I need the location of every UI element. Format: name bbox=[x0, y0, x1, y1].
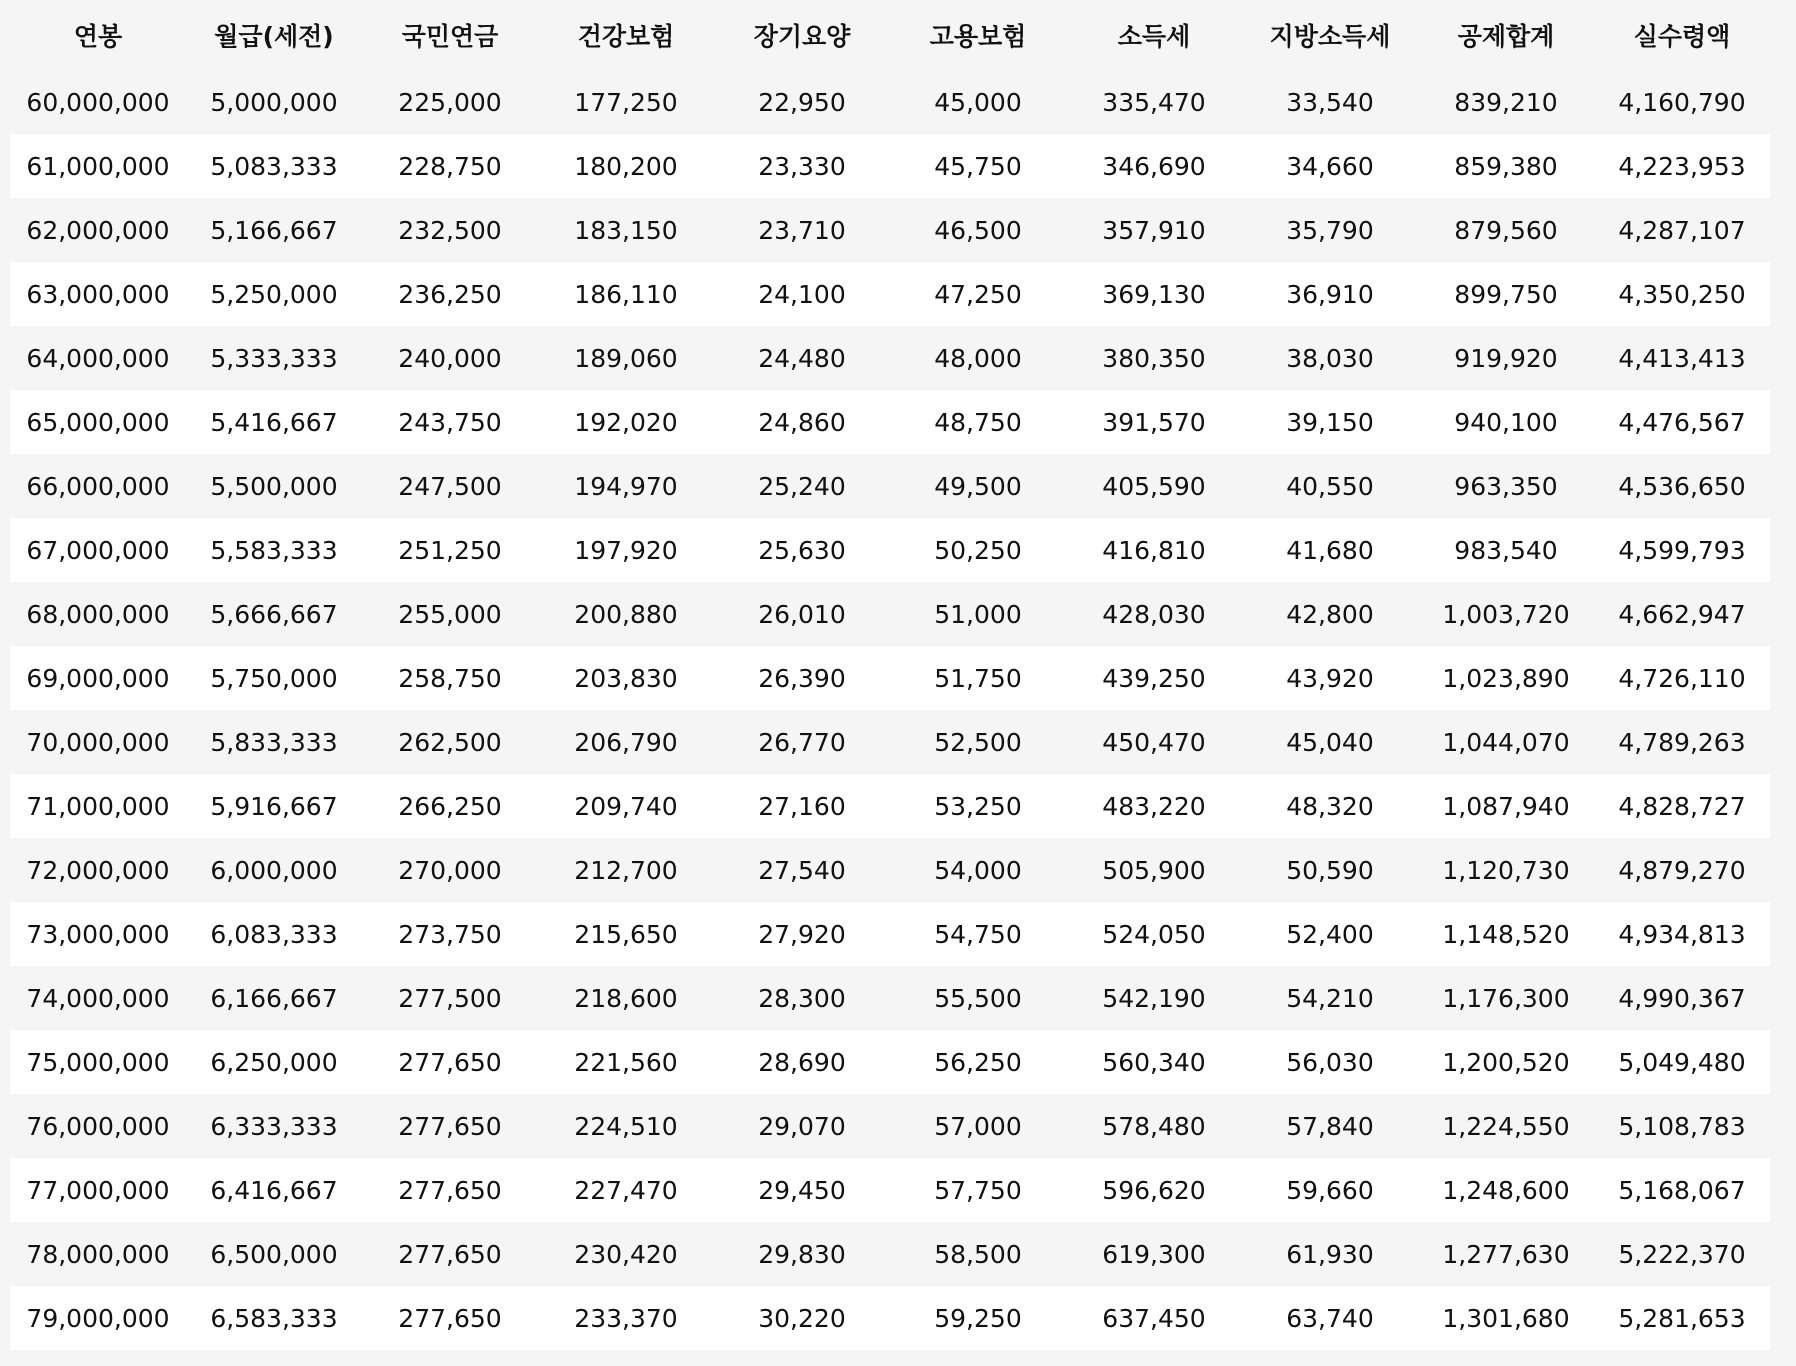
table-row bbox=[10, 710, 1770, 774]
table-cell: 277,650 bbox=[362, 1222, 538, 1286]
table-cell: 54,000 bbox=[890, 838, 1066, 902]
table-cell: 70,000,000 bbox=[10, 710, 186, 774]
table-cell: 180,200 bbox=[538, 134, 714, 198]
table-cell: 277,650 bbox=[362, 1158, 538, 1222]
table-cell: 47,250 bbox=[890, 262, 1066, 326]
table-cell: 65,000,000 bbox=[10, 390, 186, 454]
table-cell: 75,000,000 bbox=[10, 1030, 186, 1094]
table-cell: 1,224,550 bbox=[1418, 1094, 1594, 1158]
table-cell: 71,000,000 bbox=[10, 774, 186, 838]
table-cell: 53,250 bbox=[890, 774, 1066, 838]
table-cell: 4,413,413 bbox=[1594, 326, 1770, 390]
table-cell: 251,250 bbox=[362, 518, 538, 582]
table-cell: 1,200,520 bbox=[1418, 1030, 1594, 1094]
table-cell: 232,500 bbox=[362, 198, 538, 262]
table-cell: 233,370 bbox=[538, 1286, 714, 1350]
table-cell: 1,301,680 bbox=[1418, 1286, 1594, 1350]
table-cell: 1,044,070 bbox=[1418, 710, 1594, 774]
table-row bbox=[10, 518, 1770, 582]
table-cell: 4,599,793 bbox=[1594, 518, 1770, 582]
table-cell: 76,000,000 bbox=[10, 1094, 186, 1158]
table-cell: 243,750 bbox=[362, 390, 538, 454]
table-cell: 221,560 bbox=[538, 1030, 714, 1094]
table-cell: 899,750 bbox=[1418, 262, 1594, 326]
table-cell: 228,750 bbox=[362, 134, 538, 198]
table-row bbox=[10, 1094, 1770, 1158]
table-cell: 55,500 bbox=[890, 966, 1066, 1030]
table-cell: 29,070 bbox=[714, 1094, 890, 1158]
table-cell: 56,030 bbox=[1242, 1030, 1418, 1094]
table-cell: 25,630 bbox=[714, 518, 890, 582]
column-header: 소득세 bbox=[1066, 0, 1242, 70]
table-cell: 505,900 bbox=[1066, 838, 1242, 902]
table-cell: 22,950 bbox=[714, 70, 890, 134]
table-cell: 186,110 bbox=[538, 262, 714, 326]
table-cell: 69,000,000 bbox=[10, 646, 186, 710]
table-cell: 1,023,890 bbox=[1418, 646, 1594, 710]
table-cell: 277,650 bbox=[362, 1030, 538, 1094]
table-cell: 1,120,730 bbox=[1418, 838, 1594, 902]
table-cell: 24,100 bbox=[714, 262, 890, 326]
table-cell: 6,500,000 bbox=[186, 1222, 362, 1286]
table-cell: 45,000 bbox=[890, 70, 1066, 134]
table-cell: 273,750 bbox=[362, 902, 538, 966]
table-cell: 839,210 bbox=[1418, 70, 1594, 134]
table-row bbox=[10, 198, 1770, 262]
table-cell: 39,150 bbox=[1242, 390, 1418, 454]
table-row bbox=[10, 646, 1770, 710]
table-row bbox=[10, 134, 1770, 198]
salary-table-container bbox=[10, 0, 1770, 1350]
table-cell: 405,590 bbox=[1066, 454, 1242, 518]
table-cell: 42,800 bbox=[1242, 582, 1418, 646]
table-cell: 5,333,333 bbox=[186, 326, 362, 390]
table-cell: 52,400 bbox=[1242, 902, 1418, 966]
table-cell: 56,250 bbox=[890, 1030, 1066, 1094]
table-cell: 4,160,790 bbox=[1594, 70, 1770, 134]
table-cell: 57,750 bbox=[890, 1158, 1066, 1222]
table-cell: 6,000,000 bbox=[186, 838, 362, 902]
table-cell: 41,680 bbox=[1242, 518, 1418, 582]
table-cell: 183,150 bbox=[538, 198, 714, 262]
table-cell: 60,000,000 bbox=[10, 70, 186, 134]
table-cell: 51,750 bbox=[890, 646, 1066, 710]
table-cell: 439,250 bbox=[1066, 646, 1242, 710]
table-cell: 1,087,940 bbox=[1418, 774, 1594, 838]
table-cell: 5,833,333 bbox=[186, 710, 362, 774]
table-cell: 52,500 bbox=[890, 710, 1066, 774]
table-cell: 277,650 bbox=[362, 1094, 538, 1158]
table-cell: 26,390 bbox=[714, 646, 890, 710]
table-cell: 57,000 bbox=[890, 1094, 1066, 1158]
table-cell: 5,222,370 bbox=[1594, 1222, 1770, 1286]
column-header: 건강보험 bbox=[538, 0, 714, 70]
table-cell: 230,420 bbox=[538, 1222, 714, 1286]
table-cell: 227,470 bbox=[538, 1158, 714, 1222]
table-cell: 5,108,783 bbox=[1594, 1094, 1770, 1158]
table-cell: 6,166,667 bbox=[186, 966, 362, 1030]
table-cell: 23,710 bbox=[714, 198, 890, 262]
table-cell: 560,340 bbox=[1066, 1030, 1242, 1094]
table-cell: 879,560 bbox=[1418, 198, 1594, 262]
table-cell: 45,750 bbox=[890, 134, 1066, 198]
table-cell: 5,168,067 bbox=[1594, 1158, 1770, 1222]
table-cell: 209,740 bbox=[538, 774, 714, 838]
table-row bbox=[10, 262, 1770, 326]
table-cell: 5,500,000 bbox=[186, 454, 362, 518]
table-cell: 1,176,300 bbox=[1418, 966, 1594, 1030]
table-cell: 59,250 bbox=[890, 1286, 1066, 1350]
table-cell: 79,000,000 bbox=[10, 1286, 186, 1350]
table-cell: 48,000 bbox=[890, 326, 1066, 390]
table-cell: 6,583,333 bbox=[186, 1286, 362, 1350]
table-cell: 416,810 bbox=[1066, 518, 1242, 582]
table-cell: 4,350,250 bbox=[1594, 262, 1770, 326]
table-cell: 542,190 bbox=[1066, 966, 1242, 1030]
table-cell: 277,500 bbox=[362, 966, 538, 1030]
table-cell: 33,540 bbox=[1242, 70, 1418, 134]
table-cell: 74,000,000 bbox=[10, 966, 186, 1030]
table-cell: 27,920 bbox=[714, 902, 890, 966]
table-cell: 236,250 bbox=[362, 262, 538, 326]
table-cell: 380,350 bbox=[1066, 326, 1242, 390]
table-cell: 68,000,000 bbox=[10, 582, 186, 646]
table-cell: 4,934,813 bbox=[1594, 902, 1770, 966]
table-cell: 596,620 bbox=[1066, 1158, 1242, 1222]
table-cell: 57,840 bbox=[1242, 1094, 1418, 1158]
table-cell: 4,476,567 bbox=[1594, 390, 1770, 454]
table-cell: 61,930 bbox=[1242, 1222, 1418, 1286]
table-cell: 1,248,600 bbox=[1418, 1158, 1594, 1222]
column-header: 지방소득세 bbox=[1242, 0, 1418, 70]
table-cell: 72,000,000 bbox=[10, 838, 186, 902]
table-cell: 247,500 bbox=[362, 454, 538, 518]
table-cell: 5,281,653 bbox=[1594, 1286, 1770, 1350]
table-cell: 4,828,727 bbox=[1594, 774, 1770, 838]
table-cell: 63,740 bbox=[1242, 1286, 1418, 1350]
table-row bbox=[10, 582, 1770, 646]
table-cell: 59,660 bbox=[1242, 1158, 1418, 1222]
table-cell: 48,750 bbox=[890, 390, 1066, 454]
column-header: 고용보험 bbox=[890, 0, 1066, 70]
table-cell: 4,879,270 bbox=[1594, 838, 1770, 902]
table-cell: 73,000,000 bbox=[10, 902, 186, 966]
table-cell: 4,287,107 bbox=[1594, 198, 1770, 262]
table-cell: 77,000,000 bbox=[10, 1158, 186, 1222]
table-cell: 197,920 bbox=[538, 518, 714, 582]
table-cell: 255,000 bbox=[362, 582, 538, 646]
table-cell: 43,920 bbox=[1242, 646, 1418, 710]
table-cell: 194,970 bbox=[538, 454, 714, 518]
table-cell: 919,920 bbox=[1418, 326, 1594, 390]
table-cell: 49,500 bbox=[890, 454, 1066, 518]
table-cell: 46,500 bbox=[890, 198, 1066, 262]
table-cell: 40,550 bbox=[1242, 454, 1418, 518]
table-row bbox=[10, 1030, 1770, 1094]
table-row bbox=[10, 326, 1770, 390]
table-cell: 30,220 bbox=[714, 1286, 890, 1350]
table-cell: 27,540 bbox=[714, 838, 890, 902]
table-cell: 5,750,000 bbox=[186, 646, 362, 710]
table-cell: 23,330 bbox=[714, 134, 890, 198]
table-cell: 50,590 bbox=[1242, 838, 1418, 902]
header-row bbox=[10, 0, 1770, 70]
table-cell: 428,030 bbox=[1066, 582, 1242, 646]
table-cell: 54,750 bbox=[890, 902, 1066, 966]
table-cell: 206,790 bbox=[538, 710, 714, 774]
table-cell: 58,500 bbox=[890, 1222, 1066, 1286]
table-body bbox=[10, 70, 1770, 1350]
table-cell: 5,000,000 bbox=[186, 70, 362, 134]
table-cell: 369,130 bbox=[1066, 262, 1242, 326]
table-cell: 859,380 bbox=[1418, 134, 1594, 198]
table-cell: 1,003,720 bbox=[1418, 582, 1594, 646]
table-cell: 4,536,650 bbox=[1594, 454, 1770, 518]
column-header: 공제합계 bbox=[1418, 0, 1594, 70]
table-cell: 4,223,953 bbox=[1594, 134, 1770, 198]
table-cell: 335,470 bbox=[1066, 70, 1242, 134]
table-cell: 5,583,333 bbox=[186, 518, 362, 582]
table-row bbox=[10, 838, 1770, 902]
table-cell: 29,450 bbox=[714, 1158, 890, 1222]
table-cell: 62,000,000 bbox=[10, 198, 186, 262]
table-cell: 212,700 bbox=[538, 838, 714, 902]
table-cell: 5,666,667 bbox=[186, 582, 362, 646]
table-row bbox=[10, 966, 1770, 1030]
table-cell: 4,789,263 bbox=[1594, 710, 1770, 774]
table-header bbox=[10, 0, 1770, 70]
table-cell: 28,300 bbox=[714, 966, 890, 1030]
table-cell: 270,000 bbox=[362, 838, 538, 902]
table-cell: 524,050 bbox=[1066, 902, 1242, 966]
table-cell: 34,660 bbox=[1242, 134, 1418, 198]
table-cell: 940,100 bbox=[1418, 390, 1594, 454]
table-cell: 192,020 bbox=[538, 390, 714, 454]
table-cell: 25,240 bbox=[714, 454, 890, 518]
table-cell: 50,250 bbox=[890, 518, 1066, 582]
table-cell: 266,250 bbox=[362, 774, 538, 838]
table-cell: 26,770 bbox=[714, 710, 890, 774]
table-cell: 67,000,000 bbox=[10, 518, 186, 582]
column-header: 연봉 bbox=[10, 0, 186, 70]
column-header: 장기요양 bbox=[714, 0, 890, 70]
table-cell: 619,300 bbox=[1066, 1222, 1242, 1286]
table-cell: 1,148,520 bbox=[1418, 902, 1594, 966]
column-header: 실수령액 bbox=[1594, 0, 1770, 70]
table-cell: 5,166,667 bbox=[186, 198, 362, 262]
table-cell: 54,210 bbox=[1242, 966, 1418, 1030]
table-cell: 6,083,333 bbox=[186, 902, 362, 966]
table-cell: 215,650 bbox=[538, 902, 714, 966]
table-cell: 28,690 bbox=[714, 1030, 890, 1094]
table-cell: 61,000,000 bbox=[10, 134, 186, 198]
table-row bbox=[10, 1158, 1770, 1222]
table-cell: 637,450 bbox=[1066, 1286, 1242, 1350]
column-header: 국민연금 bbox=[362, 0, 538, 70]
table-row bbox=[10, 70, 1770, 134]
table-cell: 4,726,110 bbox=[1594, 646, 1770, 710]
salary-table bbox=[10, 0, 1770, 1350]
table-cell: 63,000,000 bbox=[10, 262, 186, 326]
table-cell: 4,662,947 bbox=[1594, 582, 1770, 646]
table-cell: 262,500 bbox=[362, 710, 538, 774]
table-cell: 189,060 bbox=[538, 326, 714, 390]
table-cell: 5,250,000 bbox=[186, 262, 362, 326]
table-row bbox=[10, 390, 1770, 454]
table-cell: 200,880 bbox=[538, 582, 714, 646]
table-cell: 203,830 bbox=[538, 646, 714, 710]
table-cell: 983,540 bbox=[1418, 518, 1594, 582]
table-cell: 578,480 bbox=[1066, 1094, 1242, 1158]
table-cell: 357,910 bbox=[1066, 198, 1242, 262]
table-cell: 66,000,000 bbox=[10, 454, 186, 518]
table-cell: 4,990,367 bbox=[1594, 966, 1770, 1030]
table-row bbox=[10, 774, 1770, 838]
table-cell: 391,570 bbox=[1066, 390, 1242, 454]
table-cell: 24,860 bbox=[714, 390, 890, 454]
table-cell: 963,350 bbox=[1418, 454, 1594, 518]
table-cell: 483,220 bbox=[1066, 774, 1242, 838]
column-header: 월급(세전) bbox=[186, 0, 362, 70]
table-cell: 64,000,000 bbox=[10, 326, 186, 390]
table-cell: 6,416,667 bbox=[186, 1158, 362, 1222]
table-cell: 36,910 bbox=[1242, 262, 1418, 326]
table-cell: 450,470 bbox=[1066, 710, 1242, 774]
table-cell: 78,000,000 bbox=[10, 1222, 186, 1286]
table-cell: 5,916,667 bbox=[186, 774, 362, 838]
table-cell: 35,790 bbox=[1242, 198, 1418, 262]
table-cell: 27,160 bbox=[714, 774, 890, 838]
table-cell: 6,250,000 bbox=[186, 1030, 362, 1094]
table-row bbox=[10, 454, 1770, 518]
table-cell: 5,049,480 bbox=[1594, 1030, 1770, 1094]
table-cell: 5,416,667 bbox=[186, 390, 362, 454]
table-cell: 38,030 bbox=[1242, 326, 1418, 390]
table-cell: 1,277,630 bbox=[1418, 1222, 1594, 1286]
table-cell: 258,750 bbox=[362, 646, 538, 710]
table-cell: 277,650 bbox=[362, 1286, 538, 1350]
table-cell: 218,600 bbox=[538, 966, 714, 1030]
table-cell: 51,000 bbox=[890, 582, 1066, 646]
table-row bbox=[10, 1222, 1770, 1286]
table-row bbox=[10, 902, 1770, 966]
table-cell: 346,690 bbox=[1066, 134, 1242, 198]
table-cell: 225,000 bbox=[362, 70, 538, 134]
table-cell: 5,083,333 bbox=[186, 134, 362, 198]
table-cell: 26,010 bbox=[714, 582, 890, 646]
table-cell: 224,510 bbox=[538, 1094, 714, 1158]
table-cell: 6,333,333 bbox=[186, 1094, 362, 1158]
table-row bbox=[10, 1286, 1770, 1350]
table-cell: 45,040 bbox=[1242, 710, 1418, 774]
table-cell: 48,320 bbox=[1242, 774, 1418, 838]
table-cell: 240,000 bbox=[362, 326, 538, 390]
table-cell: 177,250 bbox=[538, 70, 714, 134]
table-cell: 24,480 bbox=[714, 326, 890, 390]
table-cell: 29,830 bbox=[714, 1222, 890, 1286]
